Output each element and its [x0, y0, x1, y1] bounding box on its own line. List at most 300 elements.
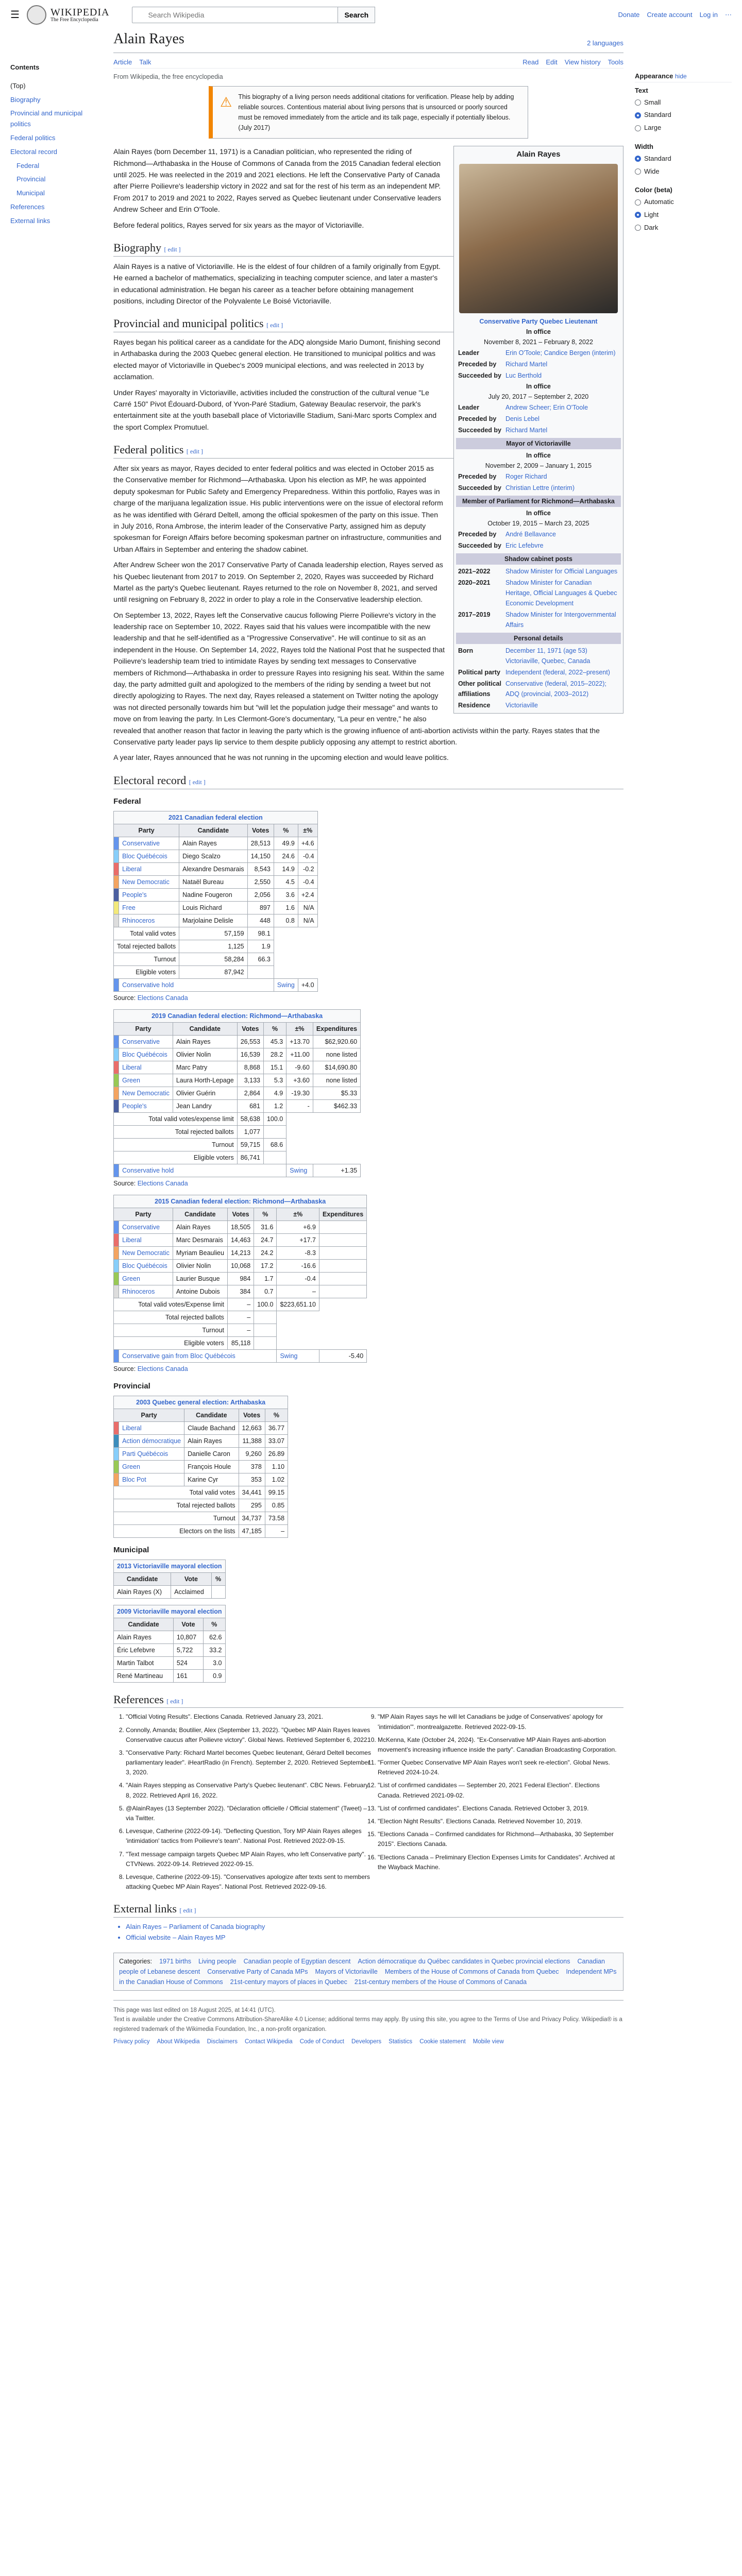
search-form	[132, 7, 375, 23]
toc-item[interactable]: Provincial and municipal politics	[10, 109, 83, 128]
reference-item: 4. "Alain Rayes stepping as Conservative Party's Quebec lieutenant". CBC News. February 8, 2022. Retrieved April 16, 2022.	[126, 1781, 372, 1800]
category-link[interactable]: 21st-century members of the House of Commons of Canada	[354, 1978, 527, 1986]
edit-section-link[interactable]: [ edit ]	[186, 448, 203, 455]
category-link[interactable]: Action démocratique du Québec candidates in Quebec provincial elections	[358, 1957, 570, 1965]
table-cell: Olivier Nolin	[173, 1048, 237, 1061]
party-color-swatch	[114, 850, 119, 862]
totals-label: Total rejected ballots	[114, 1311, 228, 1324]
totals-label: Total valid votes/expense limit	[114, 1112, 238, 1125]
election-table	[113, 1396, 288, 1538]
table-cell[interactable]: Martin Talbot	[114, 1656, 174, 1669]
table-cell	[211, 1585, 225, 1598]
table-cell: N/A	[298, 914, 317, 927]
column-header: ±%	[298, 824, 317, 837]
radio-icon	[635, 99, 641, 106]
table-cell[interactable]: Liberal	[119, 1233, 173, 1246]
election-table	[113, 811, 317, 992]
table-row	[114, 837, 317, 850]
footer-link[interactable]: Contact Wikipedia	[245, 2038, 293, 2045]
column-header: Party	[114, 1409, 184, 1421]
table-cell: Alain Rayes	[179, 837, 248, 850]
globe-logo-icon	[27, 5, 46, 25]
footer-link[interactable]: Mobile view	[473, 2038, 504, 2045]
swing-label[interactable]: Swing	[274, 978, 298, 991]
table-cell: 3,133	[237, 1074, 263, 1087]
table-cell[interactable]: René Martineau	[114, 1669, 174, 1682]
toc-item[interactable]: Municipal	[16, 189, 45, 197]
reference-item: 3. "Conservative Party: Richard Martel becomes Quebec lieutenant, Gérard Deltell becomes parliamentary leader". iHeartRadio (in French). September 2, 2020. Retrieved September 3, 2020.	[126, 1748, 372, 1778]
text-size-label: Text	[634, 86, 648, 94]
infobox-section-header: Shadow cabinet posts	[456, 553, 621, 565]
result-row	[114, 1349, 367, 1362]
table-cell[interactable]: Green	[119, 1074, 173, 1087]
table-cell: 2,550	[247, 875, 274, 888]
reference-item: 1. "Official Voting Results". Elections Canada. Retrieved January 23, 2021.	[126, 1712, 372, 1722]
table-cell: 49.9	[274, 837, 298, 850]
infobox-value[interactable]: Christian Lettre (interim)	[505, 484, 575, 492]
infobox-term-dates: November 8, 2021 – February 8, 2022	[483, 338, 593, 346]
party-color-swatch	[114, 1099, 119, 1112]
table-cell: 353	[239, 1473, 265, 1486]
infobox-value[interactable]: Conservative (federal, 2015–2022); ADQ (provincial, 2003–2012)	[505, 680, 606, 698]
table-cell[interactable]: Éric Lefebvre	[114, 1643, 174, 1656]
table-row	[114, 901, 317, 914]
category-link[interactable]: Canadian people of Lebanese descent	[119, 1957, 605, 1975]
infobox-row	[456, 529, 621, 540]
infobox-value[interactable]: Shadow Minister for Intergovernmental Affairs	[505, 611, 616, 629]
table-row	[114, 1631, 225, 1643]
table-cell[interactable]: Bloc Québécois	[119, 1259, 173, 1272]
totals-value: 58,284	[179, 953, 248, 965]
toc-item[interactable]: External links	[10, 216, 50, 225]
infobox-value[interactable]: Erin O'Toole; Candice Bergen (interim)	[505, 349, 616, 357]
footer-link[interactable]: Privacy policy	[113, 2038, 150, 2045]
table-cell: 62.6	[204, 1631, 225, 1643]
election-caption[interactable]: 2003 Quebec general election: Arthabaska	[114, 1396, 288, 1409]
column-header: %	[265, 1409, 288, 1421]
source-link[interactable]: Elections Canada	[137, 1179, 188, 1187]
main-menu-icon[interactable]: ☰	[10, 9, 20, 21]
toc-item[interactable]: References	[10, 202, 45, 211]
text-size-option[interactable]	[635, 96, 732, 109]
party-color-swatch	[114, 914, 119, 927]
category-link[interactable]: Living people	[198, 1957, 237, 1965]
table-cell: 3.0	[204, 1656, 225, 1669]
create-account-link[interactable]: Create account	[647, 10, 693, 19]
totals-label: Total rejected ballots	[114, 940, 179, 953]
election-caption[interactable]: 2021 Canadian federal election	[114, 811, 317, 824]
table-cell[interactable]: New Democratic	[119, 1246, 173, 1259]
infobox-value[interactable]: December 11, 1971 (age 53) Victoriaville, Quebec, Canada	[505, 647, 591, 665]
table-cell: 31.6	[254, 1221, 277, 1233]
infobox-row	[456, 482, 621, 494]
totals-label: Total valid votes/Expense limit	[114, 1298, 228, 1311]
party-color-swatch	[114, 1421, 119, 1434]
wikipedia-logo[interactable]	[27, 5, 110, 25]
infobox-label: Succeeded by	[458, 427, 502, 434]
notice-text: This biography of a living person needs additional citations for verification. Please help by adding reliable sources. Contentious material about living persons that is unsourced or poorly sourced must be removed immediately from the article and its talk page, especially if potentially libelous. (July 2017)	[238, 93, 514, 132]
option-label: Automatic	[644, 198, 674, 206]
infobox-label: Preceded by	[458, 473, 497, 481]
reference-item: 11. "Former Quebec Conservative MP Alain Rayes won't seek re-election". Global News. Retrieved 2024-10-24.	[378, 1758, 623, 1777]
party-color-swatch	[114, 1164, 119, 1177]
column-header: Candidate	[114, 1618, 174, 1631]
table-row	[114, 914, 317, 927]
infobox-row	[456, 609, 621, 631]
infobox-row	[456, 425, 621, 436]
table-cell[interactable]: Parti Québécois	[119, 1447, 184, 1460]
totals-row	[114, 1336, 367, 1349]
page-tabs	[113, 57, 623, 69]
footer-link[interactable]: Developers	[351, 2038, 382, 2045]
infobox-label: Other political affiliations	[458, 680, 501, 698]
infobox-value[interactable]: Richard Martel	[505, 361, 548, 368]
table-cell: –	[277, 1285, 319, 1298]
table-cell: -	[286, 1099, 313, 1112]
table-cell[interactable]: Green	[119, 1272, 173, 1285]
toc-item[interactable]: Federal politics	[10, 133, 56, 142]
infobox-value[interactable]: Andrew Scheer; Erin O'Toole	[505, 404, 588, 412]
column-header: %	[263, 1022, 286, 1035]
election-caption[interactable]: 2019 Canadian federal election: Richmond—Arthabaska	[114, 1009, 361, 1022]
table-cell[interactable]: People's	[119, 888, 179, 901]
totals-value: 1,077	[237, 1125, 263, 1138]
heading-biography: Biography [ edit ]	[113, 240, 623, 257]
table-cell[interactable]: Liberal	[119, 1421, 184, 1434]
infobox-value[interactable]: Victoriaville	[505, 702, 538, 709]
table-cell: 5,722	[173, 1643, 203, 1656]
edit-section-link[interactable]: [ edit ]	[166, 1697, 183, 1705]
table-cell: +3.60	[286, 1074, 313, 1087]
table-cell: -8.3	[277, 1246, 319, 1259]
color-mode-option[interactable]	[635, 209, 732, 222]
totals-value: 68.6	[263, 1138, 286, 1151]
infobox-value[interactable]: Shadow Minister for Canadian Heritage, Official Languages & Quebec Economic Development	[505, 579, 617, 607]
party-color-swatch	[114, 1285, 119, 1298]
lead-paragraph: Alain Rayes (born December 11, 1971) is a Canadian politician, who represented the riding of Richmond—Arthabaska in the House of Commons of Canada from the 2015 Canadian federal election until 2025. He was reelected in the 2019 and 2021 elections. He left the Conservative Party of Canada after Pierre Poilievre's leadership victory in 2022 and sat for the rest of his term as an independent MP. From 2017 to 2019 and 2021 to 2022, Rayes served as Quebec lieutenant under Conservative leaders Andrew Scheer and Erin O'Toole.	[113, 147, 442, 214]
election-caption[interactable]: 2013 Victoriaville mayoral election	[114, 1560, 225, 1572]
result-row	[114, 1164, 361, 1177]
tab-read[interactable]: Read	[522, 58, 539, 66]
footer-link[interactable]: Code of Conduct	[299, 2038, 344, 2045]
log-in-link[interactable]: Log in	[699, 10, 718, 19]
election-header-row	[114, 1572, 225, 1585]
edit-section-link[interactable]: [ edit ]	[266, 321, 283, 329]
table-cell: +11.00	[286, 1048, 313, 1061]
reference-item: 6. Levesque, Catherine (2022-09-14). "Deflecting Question, Tory MP Alain Rayes alleges 'intimidation' tactics from Poilievre's team". National Post. Retrieved 2022-09-15.	[126, 1826, 372, 1846]
external-link[interactable]: • Alain Rayes – Parliament of Canada biography	[126, 1922, 623, 1933]
category-link[interactable]: 21st-century mayors of places in Quebec	[230, 1978, 347, 1986]
table-cell: 15.1	[263, 1061, 286, 1074]
table-cell: 524	[173, 1656, 203, 1669]
infobox-term-dates: July 20, 2017 – September 2, 2020	[488, 393, 589, 401]
table-cell: Antoine Dubois	[173, 1285, 227, 1298]
radio-icon	[635, 225, 641, 231]
totals-row	[114, 1524, 288, 1537]
biography-paragraph: Alain Rayes is a native of Victoriaville. He is the eldest of four children of a family originally from Egypt. He earned a bachelor of mathematics, specializing in teaching computer science, and later a master's in educational administration. He began his career as a teacher before obtaining management positions, including Director of the Polyvalente Le Boisé Victoriaville.	[113, 262, 441, 305]
footer-link[interactable]: Disclaimers	[207, 2038, 238, 2045]
table-cell[interactable]: Rhinoceros	[119, 1285, 173, 1298]
color-mode-option[interactable]	[635, 222, 732, 234]
footer-link[interactable]: Cookie statement	[419, 2038, 466, 2045]
table-cell[interactable]: People's	[119, 1099, 173, 1112]
warning-icon: ⚠	[220, 94, 232, 110]
election-caption-row	[114, 811, 317, 824]
column-header: Expenditures	[313, 1022, 360, 1035]
infobox-label: 2021–2022	[458, 568, 491, 575]
table-cell[interactable]: New Democratic	[119, 1087, 173, 1099]
table-cell[interactable]: Alain Rayes (X)	[114, 1585, 171, 1598]
table-cell: 8,543	[247, 862, 274, 875]
table-row	[114, 850, 317, 862]
table-cell[interactable]: Bloc Québécois	[119, 1048, 173, 1061]
article-content	[113, 30, 623, 2052]
table-cell: Myriam Beaulieu	[173, 1246, 227, 1259]
infobox-in-office: In office	[526, 383, 551, 391]
table-cell: Alain Rayes	[184, 1434, 239, 1447]
infobox-label: Political party	[458, 669, 500, 676]
totals-row	[114, 1125, 361, 1138]
infobox-row	[456, 577, 621, 609]
table-cell[interactable]: Rhinoceros	[119, 914, 179, 927]
table-cell: Marc Patry	[173, 1061, 237, 1074]
table-cell[interactable]: Bloc Pot	[119, 1473, 184, 1486]
category-link[interactable]: Canadian people of Egyptian descent	[243, 1957, 351, 1965]
table-cell: 4.5	[274, 875, 298, 888]
infobox-label: 2020–2021	[458, 579, 491, 587]
search-button[interactable]: Search	[338, 7, 375, 23]
table-cell: none listed	[313, 1074, 360, 1087]
portrait-photo[interactable]	[459, 164, 618, 313]
election-result[interactable]: Conservative hold	[119, 978, 274, 991]
table-cell: 33.07	[265, 1434, 288, 1447]
reference-item: 12. "List of confirmed candidates — September 20, 2021 Federal Election". Elections Canada. Retrieved 2021-09-02.	[378, 1781, 623, 1800]
column-header: %	[204, 1618, 225, 1631]
party-color-swatch	[114, 978, 119, 991]
site-tagline: The Free Encyclopedia	[50, 17, 98, 23]
table-cell: Alexandre Desmarais	[179, 862, 248, 875]
party-color-swatch	[114, 837, 119, 850]
table-cell	[319, 1272, 366, 1285]
site-header	[0, 0, 742, 30]
totals-value: 86,741	[237, 1151, 263, 1164]
infobox-value[interactable]: Independent (federal, 2022–present)	[505, 669, 610, 676]
appearance-panel	[635, 30, 732, 2052]
table-cell[interactable]: Green	[119, 1460, 184, 1473]
edit-section-link[interactable]: [ edit ]	[189, 778, 206, 786]
source-link[interactable]: Elections Canada	[137, 1365, 188, 1372]
table-row	[114, 1585, 225, 1598]
radio-icon	[635, 112, 641, 118]
election-result[interactable]: Conservative gain from Bloc Québécois	[119, 1349, 277, 1362]
table-cell: +4.6	[298, 837, 317, 850]
column-header: ±%	[286, 1022, 313, 1035]
totals-value: 47,185	[239, 1524, 265, 1537]
table-cell: 16,539	[237, 1048, 263, 1061]
reference-item: 2. Connolly, Amanda; Boutilier, Alex (September 13, 2022). "Quebec MP Alain Rayes leaves Conservative caucus after Poilievre victory". Global News. Retrieved September 6, 2022.	[126, 1725, 372, 1745]
hide-appearance-button[interactable]: hide	[674, 73, 687, 80]
table-cell[interactable]: Alain Rayes	[114, 1631, 174, 1643]
table-row	[114, 1272, 367, 1285]
party-color-swatch	[114, 1061, 119, 1074]
table-cell: 14.9	[274, 862, 298, 875]
license-text: Text is available under the Creative Commons Attribution-ShareAlike 4.0 License; additional terms may apply. By using this site, you agree to the Terms of Use and Privacy Policy. Wikipedia® is a registered trademark of the Wikimedia Foundation, Inc., a non-profit organization.	[113, 2016, 622, 2032]
infobox-label: Preceded by	[458, 361, 497, 368]
radio-icon	[635, 212, 641, 218]
table-cell[interactable]: Conservative	[119, 1221, 173, 1233]
election-result[interactable]: Conservative hold	[119, 1164, 286, 1177]
search-input[interactable]	[132, 7, 338, 23]
table-cell: 11,388	[239, 1434, 265, 1447]
toc-item[interactable]: Biography	[10, 95, 41, 104]
donate-link[interactable]: Donate	[618, 10, 640, 19]
table-cell: Marc Desmarais	[173, 1233, 227, 1246]
totals-value: 73.58	[265, 1512, 288, 1524]
category-link[interactable]: Members of the House of Commons of Canada from Quebec	[384, 1968, 559, 1975]
more-options-icon[interactable]: ⋯	[725, 10, 732, 19]
infobox-label: Succeeded by	[458, 484, 502, 492]
swing-label[interactable]: Swing	[277, 1349, 319, 1362]
party-color-swatch	[114, 1447, 119, 1460]
table-cell[interactable]: Liberal	[119, 1061, 173, 1074]
toc-item[interactable]: Electoral record	[10, 147, 58, 156]
tab-article[interactable]: Article	[113, 58, 132, 66]
category-box	[113, 1953, 623, 1991]
infobox-value[interactable]: Roger Richard	[505, 473, 547, 481]
election-header-row	[114, 824, 317, 837]
infobox-section-header: Mayor of Victoriaville	[456, 438, 621, 449]
tab-view-history[interactable]: View history	[564, 58, 601, 66]
tab-edit[interactable]: Edit	[546, 58, 558, 66]
infobox-label: Succeeded by	[458, 372, 502, 380]
text-size-option[interactable]	[635, 109, 732, 122]
election-caption[interactable]: 2009 Victoriaville mayoral election	[114, 1605, 225, 1618]
edit-section-link[interactable]: [ edit ]	[179, 1907, 196, 1914]
election-table	[113, 1560, 225, 1599]
provincial-paragraph-1: Rayes began his political career as a candidate for the ADQ alongside Mario Dumont, finishing second in Arthabaska during the 2003 Quebec general election. He transitioned to municipal politics and was elected mayor of Victoriaville in Quebec's 2009 municipal elections, and was reelected in 2013 by acclamation.	[113, 338, 441, 381]
source-link[interactable]: Elections Canada	[137, 994, 188, 1002]
infobox	[453, 146, 623, 714]
infobox-value[interactable]: Luc Berthold	[505, 372, 542, 380]
category-link[interactable]: Independent MPs in the Canadian House of Commons	[119, 1968, 617, 1986]
table-cell: Louis Richard	[179, 901, 248, 914]
table-cell: -0.2	[298, 862, 317, 875]
table-cell: -16.6	[277, 1259, 319, 1272]
infobox-in-office: In office	[526, 328, 551, 336]
totals-value: –	[227, 1324, 254, 1336]
external-link[interactable]: • Official website – Alain Rayes MP	[126, 1933, 623, 1943]
table-cell[interactable]: Free	[119, 901, 179, 914]
table-cell[interactable]: Conservative	[119, 837, 179, 850]
text-size-option[interactable]	[635, 122, 732, 134]
result-row	[114, 978, 317, 991]
infobox-row	[456, 359, 621, 370]
reference-item: 13. "List of confirmed candidates". Elections Canada. Retrieved October 3, 2019.	[378, 1804, 623, 1814]
totals-label: Turnout	[114, 1138, 238, 1151]
table-cell: 1.02	[265, 1473, 288, 1486]
infobox-label: Succeeded by	[458, 542, 502, 550]
table-cell[interactable]: Conservative	[119, 1035, 173, 1048]
infobox-value[interactable]: André Bellavance	[505, 531, 556, 538]
citation-notice	[209, 86, 528, 139]
table-cell: 9,260	[239, 1447, 265, 1460]
party-color-swatch	[114, 1473, 119, 1486]
footer-link[interactable]: About Wikipedia	[157, 2038, 200, 2045]
table-cell: -0.4	[277, 1272, 319, 1285]
tab-talk[interactable]: Talk	[139, 58, 151, 66]
column-header: Vote	[171, 1572, 212, 1585]
table-cell: 14,213	[227, 1246, 254, 1259]
toc-item[interactable]: Provincial	[16, 175, 46, 183]
totals-row	[114, 1112, 361, 1125]
election-caption[interactable]: 2015 Canadian federal election: Richmond—Arthabaska	[114, 1195, 367, 1208]
infobox-value[interactable]: Denis Lebel	[505, 415, 539, 423]
table-cell: 2,864	[237, 1087, 263, 1099]
infobox-value[interactable]: Eric Lefebvre	[505, 542, 544, 550]
table-row	[114, 1099, 361, 1112]
infobox-value[interactable]: Richard Martel	[505, 427, 548, 434]
table-cell: 33.2	[204, 1643, 225, 1656]
category-link[interactable]: 1971 births	[159, 1957, 191, 1965]
toc-item[interactable]: (Top)	[10, 81, 26, 90]
width-option[interactable]	[635, 165, 732, 178]
swing-value: +4.0	[298, 978, 317, 991]
toc-item[interactable]: Federal	[16, 161, 40, 170]
heading-electoral-record: Electoral record [ edit ]	[113, 773, 623, 789]
reference-item: 16. "Elections Canada – Preliminary Election Expenses Limits for Candidates". Archived at the Wayback Machine.	[378, 1853, 623, 1872]
totals-value: 57,159	[179, 927, 248, 940]
width-option[interactable]	[635, 152, 732, 165]
column-header: ±%	[277, 1208, 319, 1221]
table-row	[114, 1421, 288, 1434]
reference-item: 7. "Text message campaign targets Quebec MP Alain Rayes, who left Conservative party". CTVNews. 2022-09-14. Retrieved 2022-09-15.	[126, 1850, 372, 1869]
table-cell[interactable]: Liberal	[119, 862, 179, 875]
table-cell: N/A	[298, 901, 317, 914]
reference-item: 14. "Election Night Results". Elections Canada. Retrieved November 10, 2019.	[378, 1817, 623, 1826]
toc-title: Contents	[10, 63, 40, 71]
table-cell[interactable]: Action démocratique	[119, 1434, 184, 1447]
heading-federal-elections: Federal	[113, 796, 141, 806]
totals-value: 98.1	[247, 927, 274, 940]
totals-row	[114, 1499, 288, 1512]
table-cell[interactable]: New Democratic	[119, 875, 179, 888]
table-cell: 24.6	[274, 850, 298, 862]
swing-label[interactable]: Swing	[286, 1164, 313, 1177]
category-link[interactable]: Mayors of Victoriaville	[315, 1968, 378, 1975]
totals-value: 0.85	[265, 1499, 288, 1512]
table-cell: 10,068	[227, 1259, 254, 1272]
language-button[interactable]: 2 languages	[587, 39, 623, 47]
infobox-office[interactable]: Conservative Party Quebec Lieutenant	[479, 318, 598, 326]
infobox-value[interactable]: Shadow Minister for Official Languages	[505, 568, 618, 575]
footer-link[interactable]: Statistics	[389, 2038, 413, 2045]
table-cell: Olivier Nolin	[173, 1259, 227, 1272]
totals-row	[114, 965, 317, 978]
totals-label: Total rejected ballots	[114, 1499, 239, 1512]
party-color-swatch	[114, 1246, 119, 1259]
totals-row	[114, 1151, 361, 1164]
color-mode-option[interactable]	[635, 196, 732, 209]
category-link[interactable]: Conservative Party of Canada MPs	[207, 1968, 308, 1975]
totals-label: Turnout	[114, 1324, 228, 1336]
reference-list	[113, 1712, 623, 1892]
totals-row	[114, 940, 317, 953]
table-cell[interactable]: Bloc Québécois	[119, 850, 179, 862]
edit-section-link[interactable]: [ edit ]	[164, 245, 181, 253]
table-cell: 3.6	[274, 888, 298, 901]
party-color-swatch	[114, 1272, 119, 1285]
tab-tools[interactable]: Tools	[608, 58, 623, 66]
